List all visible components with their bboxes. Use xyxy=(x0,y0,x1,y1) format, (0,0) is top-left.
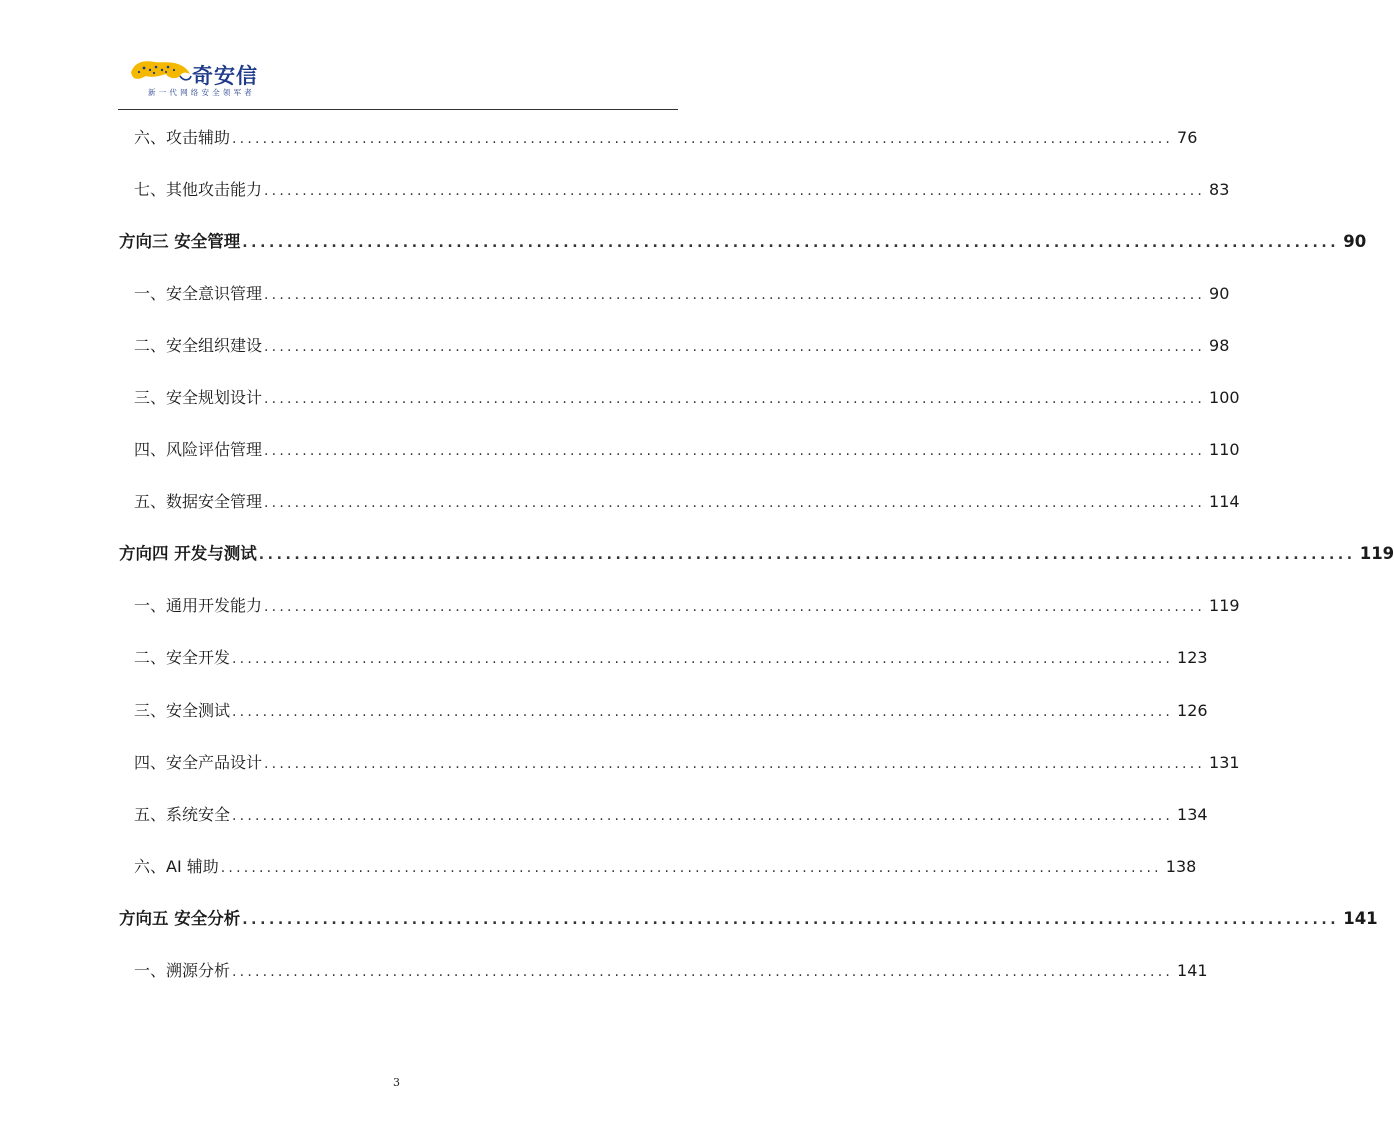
toc-entry-number: 六、 xyxy=(134,128,167,147)
toc-entry-number: 一、 xyxy=(134,284,167,304)
toc-entry-title: 安全组织建设 xyxy=(166,336,263,356)
toc-page-number: 119 xyxy=(1359,544,1394,564)
toc-entry[interactable] xyxy=(119,685,1208,737)
toc-entry-title: 系统安全 xyxy=(166,804,231,824)
toc-entry-title: 数据安全管理 xyxy=(166,492,263,512)
toc-entry-number: 四、 xyxy=(134,440,167,460)
toc-entry-number: 六、 xyxy=(134,856,167,876)
toc-entry-title: 通用开发能力 xyxy=(166,596,263,616)
toc-page-number: 134 xyxy=(1177,804,1208,824)
toc-entry-number: 七、 xyxy=(134,180,167,200)
toc-entry-title: AI 辅助 xyxy=(166,856,219,876)
toc-dot-leader: ........................................................................................................................... xyxy=(264,391,1206,408)
toc-page-number: 119 xyxy=(1209,596,1240,616)
toc-entry-number: 一、 xyxy=(134,960,167,980)
toc-page-number: 98 xyxy=(1209,336,1230,356)
toc-entry-title: 安全规划设计 xyxy=(166,388,263,408)
toc-page-number: 100 xyxy=(1209,388,1240,408)
toc-entry-title: 安全开发 xyxy=(166,648,231,668)
toc-entry[interactable] xyxy=(119,164,1230,216)
toc-dot-leader: ........................................................................................................................... xyxy=(232,131,1174,147)
toc-dot-leader: ........................................................................................................................... xyxy=(232,807,1174,824)
toc-entry[interactable] xyxy=(119,945,1208,997)
toc-page-number: 123 xyxy=(1177,648,1208,668)
toc-section-entry[interactable] xyxy=(119,216,1367,268)
toc-entry-title: 风险评估管理 xyxy=(166,440,263,460)
toc-page-number: 138 xyxy=(1165,856,1197,876)
toc-entry-title: 方向三 安全管理 xyxy=(119,232,241,252)
toc-entry-title: 其他攻击能力 xyxy=(166,180,263,200)
toc-entry-number: 五、 xyxy=(134,804,167,824)
toc-entry-title: 安全产品设计 xyxy=(166,752,263,772)
toc-dot-leader: ........................................................................................................................... xyxy=(242,911,1340,928)
toc-dot-leader: ........................................................................................................................... xyxy=(264,339,1206,356)
toc-entry-number: 一、 xyxy=(134,596,167,616)
toc-dot-leader: ........................................................................................................................... xyxy=(220,859,1162,876)
toc-page-number: 90 xyxy=(1209,284,1230,304)
toc-dot-leader: ........................................................................................................................... xyxy=(264,755,1206,772)
logo-name: 奇安信 xyxy=(192,64,258,88)
toc-page-number: 126 xyxy=(1177,700,1208,720)
toc-dot-leader: ........................................................................................................................... xyxy=(264,287,1206,304)
toc-section-entry[interactable] xyxy=(119,528,1394,580)
toc-dot-leader: ........................................................................................................................... xyxy=(232,651,1174,668)
qianxin-leopard-logo-icon xyxy=(130,56,192,84)
toc-entry-number: 三、 xyxy=(134,388,167,408)
toc-page-number: 83 xyxy=(1209,180,1230,200)
toc-page-number: 76 xyxy=(1177,128,1198,147)
toc-page-number: 141 xyxy=(1343,908,1378,928)
toc-entry-title: 攻击辅助 xyxy=(166,128,231,147)
toc-entry[interactable] xyxy=(119,737,1240,789)
toc-entry-number: 二、 xyxy=(134,648,167,668)
toc-entry-title: 方向五 安全分析 xyxy=(119,908,241,928)
toc-dot-leader: ........................................................................................................................... xyxy=(264,443,1206,460)
toc-entry-title: 安全意识管理 xyxy=(166,284,263,304)
toc-page-number: 131 xyxy=(1209,752,1240,772)
page-number: 3 xyxy=(393,1076,400,1089)
toc-dot-leader: ........................................................................................................................... xyxy=(232,703,1174,720)
table-of-contents xyxy=(119,112,1394,997)
toc-entry[interactable] xyxy=(119,112,1198,164)
page-header xyxy=(118,52,678,108)
toc-entry[interactable] xyxy=(119,424,1240,476)
toc-entry[interactable] xyxy=(119,789,1208,841)
toc-section-entry[interactable] xyxy=(119,893,1378,945)
toc-entry[interactable] xyxy=(119,476,1240,528)
toc-dot-leader: ........................................................................................................................... xyxy=(264,599,1206,616)
toc-entry-number: 五、 xyxy=(134,492,167,512)
logo-slogan: 新一代网络安全领军者 xyxy=(148,88,255,97)
company-logo xyxy=(130,56,280,100)
toc-entry-number: 四、 xyxy=(134,752,167,772)
toc-entry[interactable] xyxy=(119,841,1197,893)
toc-entry-title: 方向四 开发与测试 xyxy=(119,544,257,564)
toc-dot-leader: ........................................................................................................................... xyxy=(264,495,1206,512)
toc-entry-number: 二、 xyxy=(134,336,167,356)
toc-entry-title: 溯源分析 xyxy=(166,960,231,980)
toc-entry-number: 三、 xyxy=(134,700,167,720)
toc-dot-leader: ........................................................................................................................... xyxy=(232,963,1174,980)
toc-entry[interactable] xyxy=(119,580,1240,632)
toc-entry[interactable] xyxy=(119,372,1240,424)
toc-entry-title: 安全测试 xyxy=(166,700,231,720)
toc-dot-leader: ........................................................................................................................... xyxy=(264,183,1206,200)
header-divider xyxy=(118,109,678,110)
toc-dot-leader: ........................................................................................................................... xyxy=(258,547,1356,564)
toc-entry[interactable] xyxy=(119,268,1230,320)
toc-entry[interactable] xyxy=(119,320,1230,372)
toc-entry[interactable] xyxy=(119,632,1208,684)
toc-page-number: 110 xyxy=(1209,440,1240,460)
toc-page-number: 90 xyxy=(1343,232,1367,252)
toc-page-number: 141 xyxy=(1177,960,1208,980)
toc-dot-leader: ........................................................................................................................... xyxy=(242,235,1340,252)
toc-page-number: 114 xyxy=(1209,492,1240,512)
